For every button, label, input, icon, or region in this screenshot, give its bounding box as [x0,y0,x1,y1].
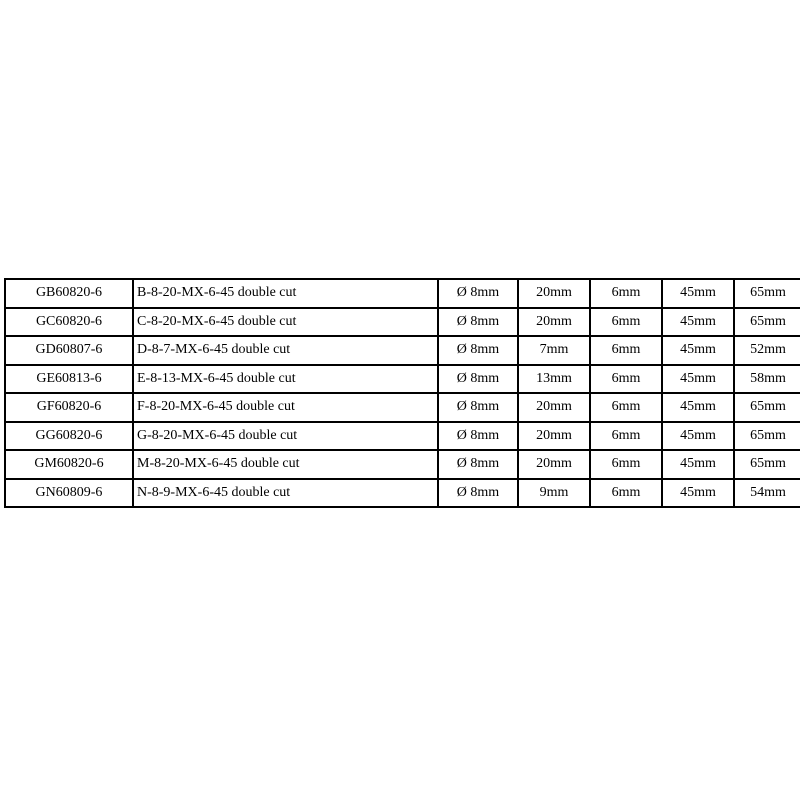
product-spec-table-container [4,278,800,508]
cell-angle: 45mm [662,422,734,451]
table-row [5,450,800,479]
cell-diameter: Ø 8mm [438,279,518,308]
cell-description: B-8-20-MX-6-45 double cut [133,279,438,308]
cell-overall-length: 65mm [734,422,800,451]
cell-description: F-8-20-MX-6-45 double cut [133,393,438,422]
cell-diameter: Ø 8mm [438,450,518,479]
table-row [5,308,800,337]
cell-overall-length: 65mm [734,308,800,337]
cell-angle: 45mm [662,479,734,508]
cell-product-code: GM60820-6 [5,450,133,479]
cell-shank: 6mm [590,308,662,337]
product-spec-table [4,278,800,508]
cell-shank: 6mm [590,479,662,508]
cell-description: M-8-20-MX-6-45 double cut [133,450,438,479]
cell-overall-length: 65mm [734,450,800,479]
cell-shank: 6mm [590,336,662,365]
table-row [5,279,800,308]
cell-cut-length: 20mm [518,450,590,479]
cell-shank: 6mm [590,393,662,422]
cell-product-code: GN60809-6 [5,479,133,508]
cell-cut-length: 20mm [518,308,590,337]
table-row [5,393,800,422]
cell-diameter: Ø 8mm [438,336,518,365]
cell-cut-length: 20mm [518,422,590,451]
cell-product-code: GB60820-6 [5,279,133,308]
cell-cut-length: 13mm [518,365,590,394]
table-body [5,279,800,507]
cell-product-code: GD60807-6 [5,336,133,365]
cell-shank: 6mm [590,450,662,479]
cell-cut-length: 9mm [518,479,590,508]
cell-angle: 45mm [662,393,734,422]
table-row [5,336,800,365]
cell-overall-length: 65mm [734,393,800,422]
cell-cut-length: 20mm [518,393,590,422]
cell-angle: 45mm [662,450,734,479]
cell-description: D-8-7-MX-6-45 double cut [133,336,438,365]
cell-product-code: GF60820-6 [5,393,133,422]
cell-diameter: Ø 8mm [438,393,518,422]
cell-description: C-8-20-MX-6-45 double cut [133,308,438,337]
cell-cut-length: 7mm [518,336,590,365]
cell-angle: 45mm [662,279,734,308]
cell-cut-length: 20mm [518,279,590,308]
cell-shank: 6mm [590,365,662,394]
cell-diameter: Ø 8mm [438,308,518,337]
cell-diameter: Ø 8mm [438,365,518,394]
cell-diameter: Ø 8mm [438,422,518,451]
cell-shank: 6mm [590,422,662,451]
cell-description: N-8-9-MX-6-45 double cut [133,479,438,508]
cell-overall-length: 58mm [734,365,800,394]
cell-angle: 45mm [662,365,734,394]
cell-overall-length: 52mm [734,336,800,365]
cell-shank: 6mm [590,279,662,308]
table-row [5,479,800,508]
cell-product-code: GE60813-6 [5,365,133,394]
cell-description: G-8-20-MX-6-45 double cut [133,422,438,451]
cell-product-code: GC60820-6 [5,308,133,337]
cell-overall-length: 54mm [734,479,800,508]
cell-overall-length: 65mm [734,279,800,308]
cell-description: E-8-13-MX-6-45 double cut [133,365,438,394]
cell-angle: 45mm [662,336,734,365]
table-row [5,422,800,451]
cell-product-code: GG60820-6 [5,422,133,451]
table-row [5,365,800,394]
cell-diameter: Ø 8mm [438,479,518,508]
cell-angle: 45mm [662,308,734,337]
